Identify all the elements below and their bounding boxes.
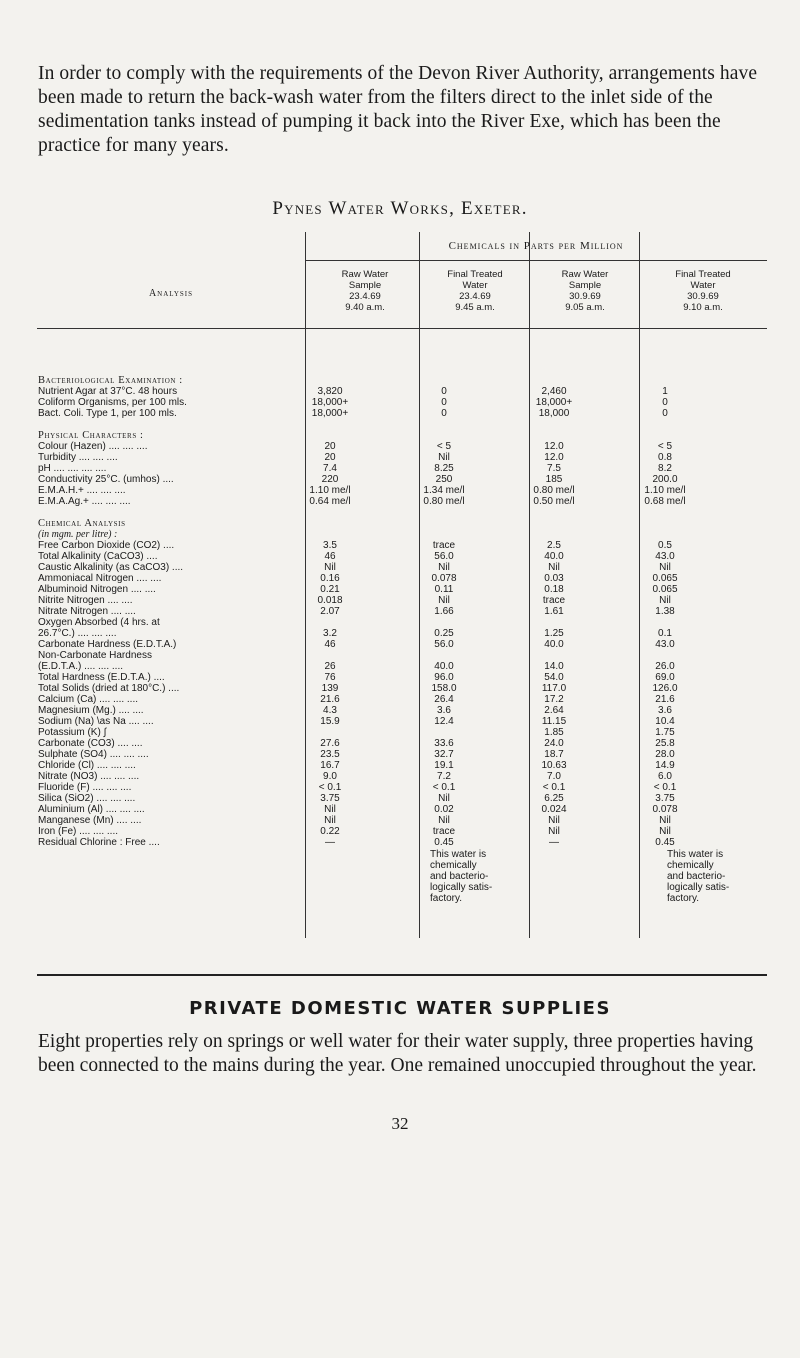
table-cell: 3,820 bbox=[317, 386, 343, 397]
table-cell: 33.6 bbox=[434, 738, 454, 749]
table-cell: 0.078 bbox=[431, 573, 457, 584]
footnote-line: factory. bbox=[667, 893, 700, 904]
table-row bbox=[38, 408, 768, 419]
row-label: Silica (SiO2) .... .... .... bbox=[38, 793, 136, 804]
table-cell: 23.5 bbox=[320, 749, 340, 760]
row-label: E.M.A.Ag.+ .... .... .... bbox=[38, 496, 131, 507]
table-cell: 0.18 bbox=[544, 584, 564, 595]
table-cell: 185 bbox=[545, 474, 563, 485]
row-label: Iron (Fe) .... .... .... bbox=[38, 826, 119, 837]
row-label: Bact. Coli. Type 1, per 100 mls. bbox=[38, 408, 177, 419]
table-cell: 1.38 bbox=[655, 606, 675, 617]
table-cell: 25.8 bbox=[655, 738, 675, 749]
table-cell: 0 bbox=[441, 408, 447, 419]
column-header-line: 23.4.69 bbox=[459, 291, 491, 302]
row-label: Chemical Analysis bbox=[38, 518, 126, 529]
table-cell: 0.5 bbox=[658, 540, 672, 551]
table-row bbox=[38, 749, 768, 760]
table-cell: 3.2 bbox=[323, 628, 337, 639]
table-cell: 69.0 bbox=[655, 672, 675, 683]
row-label: Free Carbon Dioxide (CO2) .... bbox=[38, 540, 175, 551]
table-cell: Nil bbox=[659, 562, 671, 573]
table-row bbox=[38, 474, 768, 485]
table-row bbox=[38, 694, 768, 705]
section-heading bbox=[38, 518, 768, 529]
table-row bbox=[38, 628, 768, 639]
table-row bbox=[38, 452, 768, 463]
row-label: Oxygen Absorbed (4 hrs. at bbox=[38, 617, 160, 628]
row-label: Chloride (Cl) .... .... .... bbox=[38, 760, 136, 771]
table-row bbox=[38, 573, 768, 584]
column-header-line: 9.45 a.m. bbox=[455, 302, 495, 313]
table-cell: 0.68 me/l bbox=[644, 496, 686, 507]
table-cell: 19.1 bbox=[434, 760, 454, 771]
table-cell: 7.2 bbox=[437, 771, 451, 782]
table-cell: 220 bbox=[321, 474, 339, 485]
table-cell: trace bbox=[432, 826, 456, 837]
table-cell: 18,000+ bbox=[535, 397, 573, 408]
table-row bbox=[38, 716, 768, 727]
table-cell: — bbox=[549, 837, 559, 848]
table-cell: 10.4 bbox=[655, 716, 675, 727]
table-cell: 12.4 bbox=[434, 716, 454, 727]
table-cell: 16.7 bbox=[320, 760, 340, 771]
row-label: Albuminoid Nitrogen .... .... bbox=[38, 584, 156, 595]
table-cell: Nil bbox=[324, 562, 336, 573]
table-cell: 43.0 bbox=[655, 639, 675, 650]
row-label: Residual Chlorine : Free .... bbox=[38, 837, 160, 848]
table-cell: 3.6 bbox=[437, 705, 451, 716]
column-header-line: Raw Water bbox=[561, 269, 609, 280]
table-cell: 126.0 bbox=[652, 683, 678, 694]
column-header bbox=[535, 269, 635, 313]
table-cell: 4.3 bbox=[323, 705, 337, 716]
table-cell: < 0.1 bbox=[653, 782, 677, 793]
table-cell: 46 bbox=[324, 551, 336, 562]
table-cell: 0.80 me/l bbox=[533, 485, 575, 496]
row-spacer bbox=[38, 507, 768, 518]
row-label: pH .... .... .... .... bbox=[38, 463, 107, 474]
table-cell: Nil bbox=[548, 562, 560, 573]
table-row bbox=[38, 617, 768, 628]
table-cell: trace bbox=[542, 595, 566, 606]
footnote-line: and bacterio- bbox=[667, 871, 726, 882]
table-cell: Nil bbox=[324, 804, 336, 815]
row-label: Physical Characters : bbox=[38, 430, 144, 441]
table-cell: 250 bbox=[435, 474, 453, 485]
table-cell: 7.0 bbox=[547, 771, 561, 782]
table-cell: 0 bbox=[662, 408, 668, 419]
table-row bbox=[38, 771, 768, 782]
row-label: Fluoride (F) .... .... .... bbox=[38, 782, 132, 793]
table-cell: 3.6 bbox=[658, 705, 672, 716]
section-divider bbox=[37, 974, 767, 976]
table-cell: 24.0 bbox=[544, 738, 564, 749]
footnote-line: logically satis- bbox=[667, 882, 730, 893]
footnote-final-treated-a bbox=[430, 849, 540, 904]
table-cell: 28.0 bbox=[655, 749, 675, 760]
table-cell: 2.64 bbox=[544, 705, 564, 716]
table-cell: 76 bbox=[324, 672, 336, 683]
table-cell: 21.6 bbox=[655, 694, 675, 705]
row-spacer bbox=[38, 419, 768, 430]
table-cell: 0.8 bbox=[658, 452, 672, 463]
table-cell: 6.25 bbox=[544, 793, 564, 804]
column-header-line: Sample bbox=[568, 280, 602, 291]
row-label: Total Solids (dried at 180°C.) .... bbox=[38, 683, 180, 694]
row-label: Sodium (Na) \as Na .... .... bbox=[38, 716, 154, 727]
table-cell: Nil bbox=[548, 826, 560, 837]
column-header-line: Sample bbox=[348, 280, 382, 291]
table-cell: 1.25 bbox=[544, 628, 564, 639]
table-cell: 1.75 bbox=[655, 727, 675, 738]
table-cell: 0.64 me/l bbox=[309, 496, 351, 507]
page-number: 32 bbox=[391, 1114, 409, 1133]
row-label: 26.7°C.) .... .... .... bbox=[38, 628, 117, 639]
footnote-final-treated-b bbox=[667, 849, 777, 904]
row-label: (E.D.T.A.) .... .... .... bbox=[38, 661, 124, 672]
table-cell: Nil bbox=[438, 595, 450, 606]
row-label: Aluminium (Al) .... .... .... bbox=[38, 804, 145, 815]
table-cell: 1.34 me/l bbox=[423, 485, 465, 496]
table-cell: 18.7 bbox=[544, 749, 564, 760]
column-header bbox=[315, 269, 415, 313]
table-cell: 0.065 bbox=[652, 573, 678, 584]
row-label: Nitrate Nitrogen .... .... bbox=[38, 606, 136, 617]
footnote-line: factory. bbox=[430, 893, 463, 904]
table-row bbox=[38, 760, 768, 771]
column-header-line: 9.10 a.m. bbox=[683, 302, 723, 313]
table-cell: trace bbox=[432, 540, 456, 551]
table-cell: Nil bbox=[659, 815, 671, 826]
table-cell: 40.0 bbox=[434, 661, 454, 672]
row-label: Ammoniacal Nitrogen .... .... bbox=[38, 573, 162, 584]
table-cell: 56.0 bbox=[434, 639, 454, 650]
table-cell: 17.2 bbox=[544, 694, 564, 705]
table-cell: 1.10 me/l bbox=[644, 485, 686, 496]
table-cell: < 0.1 bbox=[542, 782, 566, 793]
footnote-line: logically satis- bbox=[430, 882, 493, 893]
row-label: Caustic Alkalinity (as CaCO3) .... bbox=[38, 562, 184, 573]
footnote-line: This water is bbox=[667, 849, 724, 860]
column-header-line: Water bbox=[690, 280, 716, 291]
table-cell: 40.0 bbox=[544, 639, 564, 650]
table-row bbox=[38, 650, 768, 661]
table-cell: 26.4 bbox=[434, 694, 454, 705]
table-row bbox=[38, 782, 768, 793]
table-cell: 2.07 bbox=[320, 606, 340, 617]
table-row bbox=[38, 496, 768, 507]
table-cell: 7.4 bbox=[323, 463, 337, 474]
table-cell: 0.02 bbox=[434, 804, 454, 815]
column-header bbox=[653, 269, 753, 313]
table-cell: — bbox=[325, 837, 335, 848]
table-cell: 0.45 bbox=[434, 837, 454, 848]
header-rule bbox=[37, 328, 767, 329]
table-row bbox=[38, 595, 768, 606]
footnote-line: and bacterio- bbox=[430, 871, 489, 882]
table-cell: 1.61 bbox=[544, 606, 564, 617]
table-cell: 200.0 bbox=[652, 474, 678, 485]
table-cell: 0 bbox=[662, 397, 668, 408]
table-row bbox=[38, 441, 768, 452]
row-label: Sulphate (SO4) .... .... .... bbox=[38, 749, 149, 760]
table-cell: 0.078 bbox=[652, 804, 678, 815]
table-cell: 139 bbox=[321, 683, 339, 694]
table-cell: 6.0 bbox=[658, 771, 672, 782]
table-cell: 12.0 bbox=[544, 452, 564, 463]
footnote-line: This water is bbox=[430, 849, 487, 860]
table-cell: 0.065 bbox=[652, 584, 678, 595]
table-cell: 26.0 bbox=[655, 661, 675, 672]
table-cell: 7.5 bbox=[547, 463, 561, 474]
table-cell: 18,000+ bbox=[311, 397, 349, 408]
table-cell: 26 bbox=[324, 661, 336, 672]
table-cell: 46 bbox=[324, 639, 336, 650]
section-heading bbox=[38, 375, 768, 386]
table-cell: 0 bbox=[441, 386, 447, 397]
table-cell: 56.0 bbox=[434, 551, 454, 562]
row-label: Total Alkalinity (CaCO3) .... bbox=[38, 551, 158, 562]
table-row bbox=[38, 386, 768, 397]
table-cell: Nil bbox=[438, 793, 450, 804]
table-cell: < 0.1 bbox=[432, 782, 456, 793]
column-header-line: Raw Water bbox=[341, 269, 389, 280]
table-cell: Nil bbox=[659, 595, 671, 606]
table-row bbox=[38, 793, 768, 804]
table-cell: 20 bbox=[324, 441, 336, 452]
table-cell: 0.1 bbox=[658, 628, 672, 639]
table-cell: 21.6 bbox=[320, 694, 340, 705]
table-cell: 1.85 bbox=[544, 727, 564, 738]
table-cell: 0 bbox=[441, 397, 447, 408]
table-row bbox=[38, 485, 768, 496]
table-row bbox=[38, 705, 768, 716]
table-row bbox=[38, 683, 768, 694]
column-header-line: Final Treated bbox=[447, 269, 503, 280]
column-header-line: 30.9.69 bbox=[569, 291, 601, 302]
table-cell: 2,460 bbox=[541, 386, 567, 397]
row-label: Turbidity .... .... .... bbox=[38, 452, 118, 463]
row-label: Conductivity 25°C. (umhos) .... bbox=[38, 474, 174, 485]
table-cell: < 5 bbox=[436, 441, 452, 452]
row-label: Potassium (K) ∫ bbox=[38, 727, 107, 738]
table-cell: < 5 bbox=[657, 441, 673, 452]
table-cell: 117.0 bbox=[541, 683, 567, 694]
table-cell: 18,000 bbox=[538, 408, 570, 419]
section-heading bbox=[38, 430, 768, 441]
row-label: Nitrite Nitrogen .... .... bbox=[38, 595, 133, 606]
row-label: Colour (Hazen) .... .... .... bbox=[38, 441, 148, 452]
table-row bbox=[38, 397, 768, 408]
column-header-line: 30.9.69 bbox=[687, 291, 719, 302]
row-label: Non-Carbonate Hardness bbox=[38, 650, 152, 661]
table-cell: 20 bbox=[324, 452, 336, 463]
row-label: Calcium (Ca) .... .... .... bbox=[38, 694, 139, 705]
table-cell: 8.25 bbox=[434, 463, 454, 474]
table-row bbox=[38, 804, 768, 815]
table-row bbox=[38, 551, 768, 562]
group-header: Chemicals in Parts per Million bbox=[448, 240, 624, 252]
table-cell: 0.11 bbox=[434, 584, 454, 595]
table-cell: 158.0 bbox=[431, 683, 457, 694]
table-row bbox=[38, 815, 768, 826]
column-header bbox=[425, 269, 525, 313]
column-header-line: Final Treated bbox=[675, 269, 731, 280]
table-cell: 10.63 bbox=[541, 760, 567, 771]
table-cell: 0.21 bbox=[320, 584, 340, 595]
row-label: E.M.A.H.+ .... .... .... bbox=[38, 485, 126, 496]
private-supplies-heading: PRIVATE DOMESTIC WATER SUPPLIES bbox=[189, 998, 611, 1019]
table-cell: Nil bbox=[324, 815, 336, 826]
table-cell: 18,000+ bbox=[311, 408, 349, 419]
table-row bbox=[38, 738, 768, 749]
table-cell: 3.5 bbox=[323, 540, 337, 551]
table-cell: 0.22 bbox=[320, 826, 340, 837]
table-row bbox=[38, 837, 768, 848]
table-cell: Nil bbox=[548, 815, 560, 826]
row-label: (in mgm. per litre) : bbox=[38, 529, 118, 540]
table-cell: 9.0 bbox=[323, 771, 337, 782]
column-header-line: 9.05 a.m. bbox=[565, 302, 605, 313]
row-label: Coliform Organisms, per 100 mls. bbox=[38, 397, 187, 408]
table-cell: 43.0 bbox=[655, 551, 675, 562]
row-label: Carbonate Hardness (E.D.T.A.) bbox=[38, 639, 177, 650]
table-cell: 0.16 bbox=[320, 573, 340, 584]
table-row bbox=[38, 639, 768, 650]
table-cell: 14.0 bbox=[544, 661, 564, 672]
row-label: Total Hardness (E.D.T.A.) .... bbox=[38, 672, 165, 683]
table-cell: 0.018 bbox=[317, 595, 343, 606]
closing-paragraph: Eight properties rely on springs or well water for their water supply, three properties having been connected to the mains during the year. One remained unoccupied throughout the year. bbox=[38, 1031, 757, 1076]
table-cell: Nil bbox=[438, 815, 450, 826]
table-row bbox=[38, 584, 768, 595]
column-header-line: 23.4.69 bbox=[349, 291, 381, 302]
analysis-table-body bbox=[38, 375, 768, 848]
intro-paragraph: In order to comply with the requirements of the Devon River Authority, arrangements have been made to return the back-wash water from the filters direct to the inlet side of the sedimentation tanks instead of pumping it back into the River Exe, which has been the practice for many years. bbox=[38, 63, 758, 156]
table-cell: 1.66 bbox=[434, 606, 454, 617]
row-label: Bacteriological Examination : bbox=[38, 375, 183, 386]
table-cell: 40.0 bbox=[544, 551, 564, 562]
column-header-line: 9.40 a.m. bbox=[345, 302, 385, 313]
table-cell: 0.45 bbox=[655, 837, 675, 848]
footnote-line: chemically bbox=[667, 860, 714, 871]
table-row bbox=[38, 540, 768, 551]
table-cell: Nil bbox=[438, 452, 450, 463]
table-cell: 8.2 bbox=[658, 463, 672, 474]
table-cell: 12.0 bbox=[544, 441, 564, 452]
analysis-header: Analysis bbox=[148, 288, 194, 299]
table-cell: 0.50 me/l bbox=[533, 496, 575, 507]
table-cell: 1 bbox=[662, 386, 668, 397]
row-label: Magnesium (Mg.) .... .... bbox=[38, 705, 144, 716]
table-cell: 54.0 bbox=[544, 672, 564, 683]
footnote-line: chemically bbox=[430, 860, 477, 871]
table-cell: 27.6 bbox=[320, 738, 340, 749]
column-header-line: Water bbox=[462, 280, 488, 291]
table-row bbox=[38, 661, 768, 672]
table-cell: 0.25 bbox=[434, 628, 454, 639]
row-label: Nutrient Agar at 37°C. 48 hours bbox=[38, 386, 178, 397]
table-cell: 0.80 me/l bbox=[423, 496, 465, 507]
group-header-rule bbox=[305, 260, 767, 261]
table-cell: 15.9 bbox=[320, 716, 340, 727]
row-label: Carbonate (CO3) .... .... bbox=[38, 738, 143, 749]
section-heading bbox=[38, 529, 768, 540]
table-cell: 3.75 bbox=[320, 793, 340, 804]
table-row bbox=[38, 727, 768, 738]
table-cell: 2.5 bbox=[547, 540, 561, 551]
table-row bbox=[38, 562, 768, 573]
table-row bbox=[38, 463, 768, 474]
row-label: Nitrate (NO3) .... .... .... bbox=[38, 771, 140, 782]
table-cell: Nil bbox=[659, 826, 671, 837]
table-cell: Nil bbox=[438, 562, 450, 573]
table-cell: 0.024 bbox=[541, 804, 567, 815]
table-cell: 32.7 bbox=[434, 749, 454, 760]
table-cell: 14.9 bbox=[655, 760, 675, 771]
table-title: Pynes Water Works, Exeter. bbox=[272, 198, 528, 219]
table-row bbox=[38, 672, 768, 683]
table-row bbox=[38, 826, 768, 837]
table-cell: 96.0 bbox=[434, 672, 454, 683]
table-cell: 0.03 bbox=[544, 573, 564, 584]
table-row bbox=[38, 606, 768, 617]
table-cell: 11.15 bbox=[541, 716, 567, 727]
row-label: Manganese (Mn) .... .... bbox=[38, 815, 142, 826]
table-cell: 3.75 bbox=[655, 793, 675, 804]
table-cell: 1.10 me/l bbox=[309, 485, 351, 496]
table-cell: < 0.1 bbox=[318, 782, 342, 793]
